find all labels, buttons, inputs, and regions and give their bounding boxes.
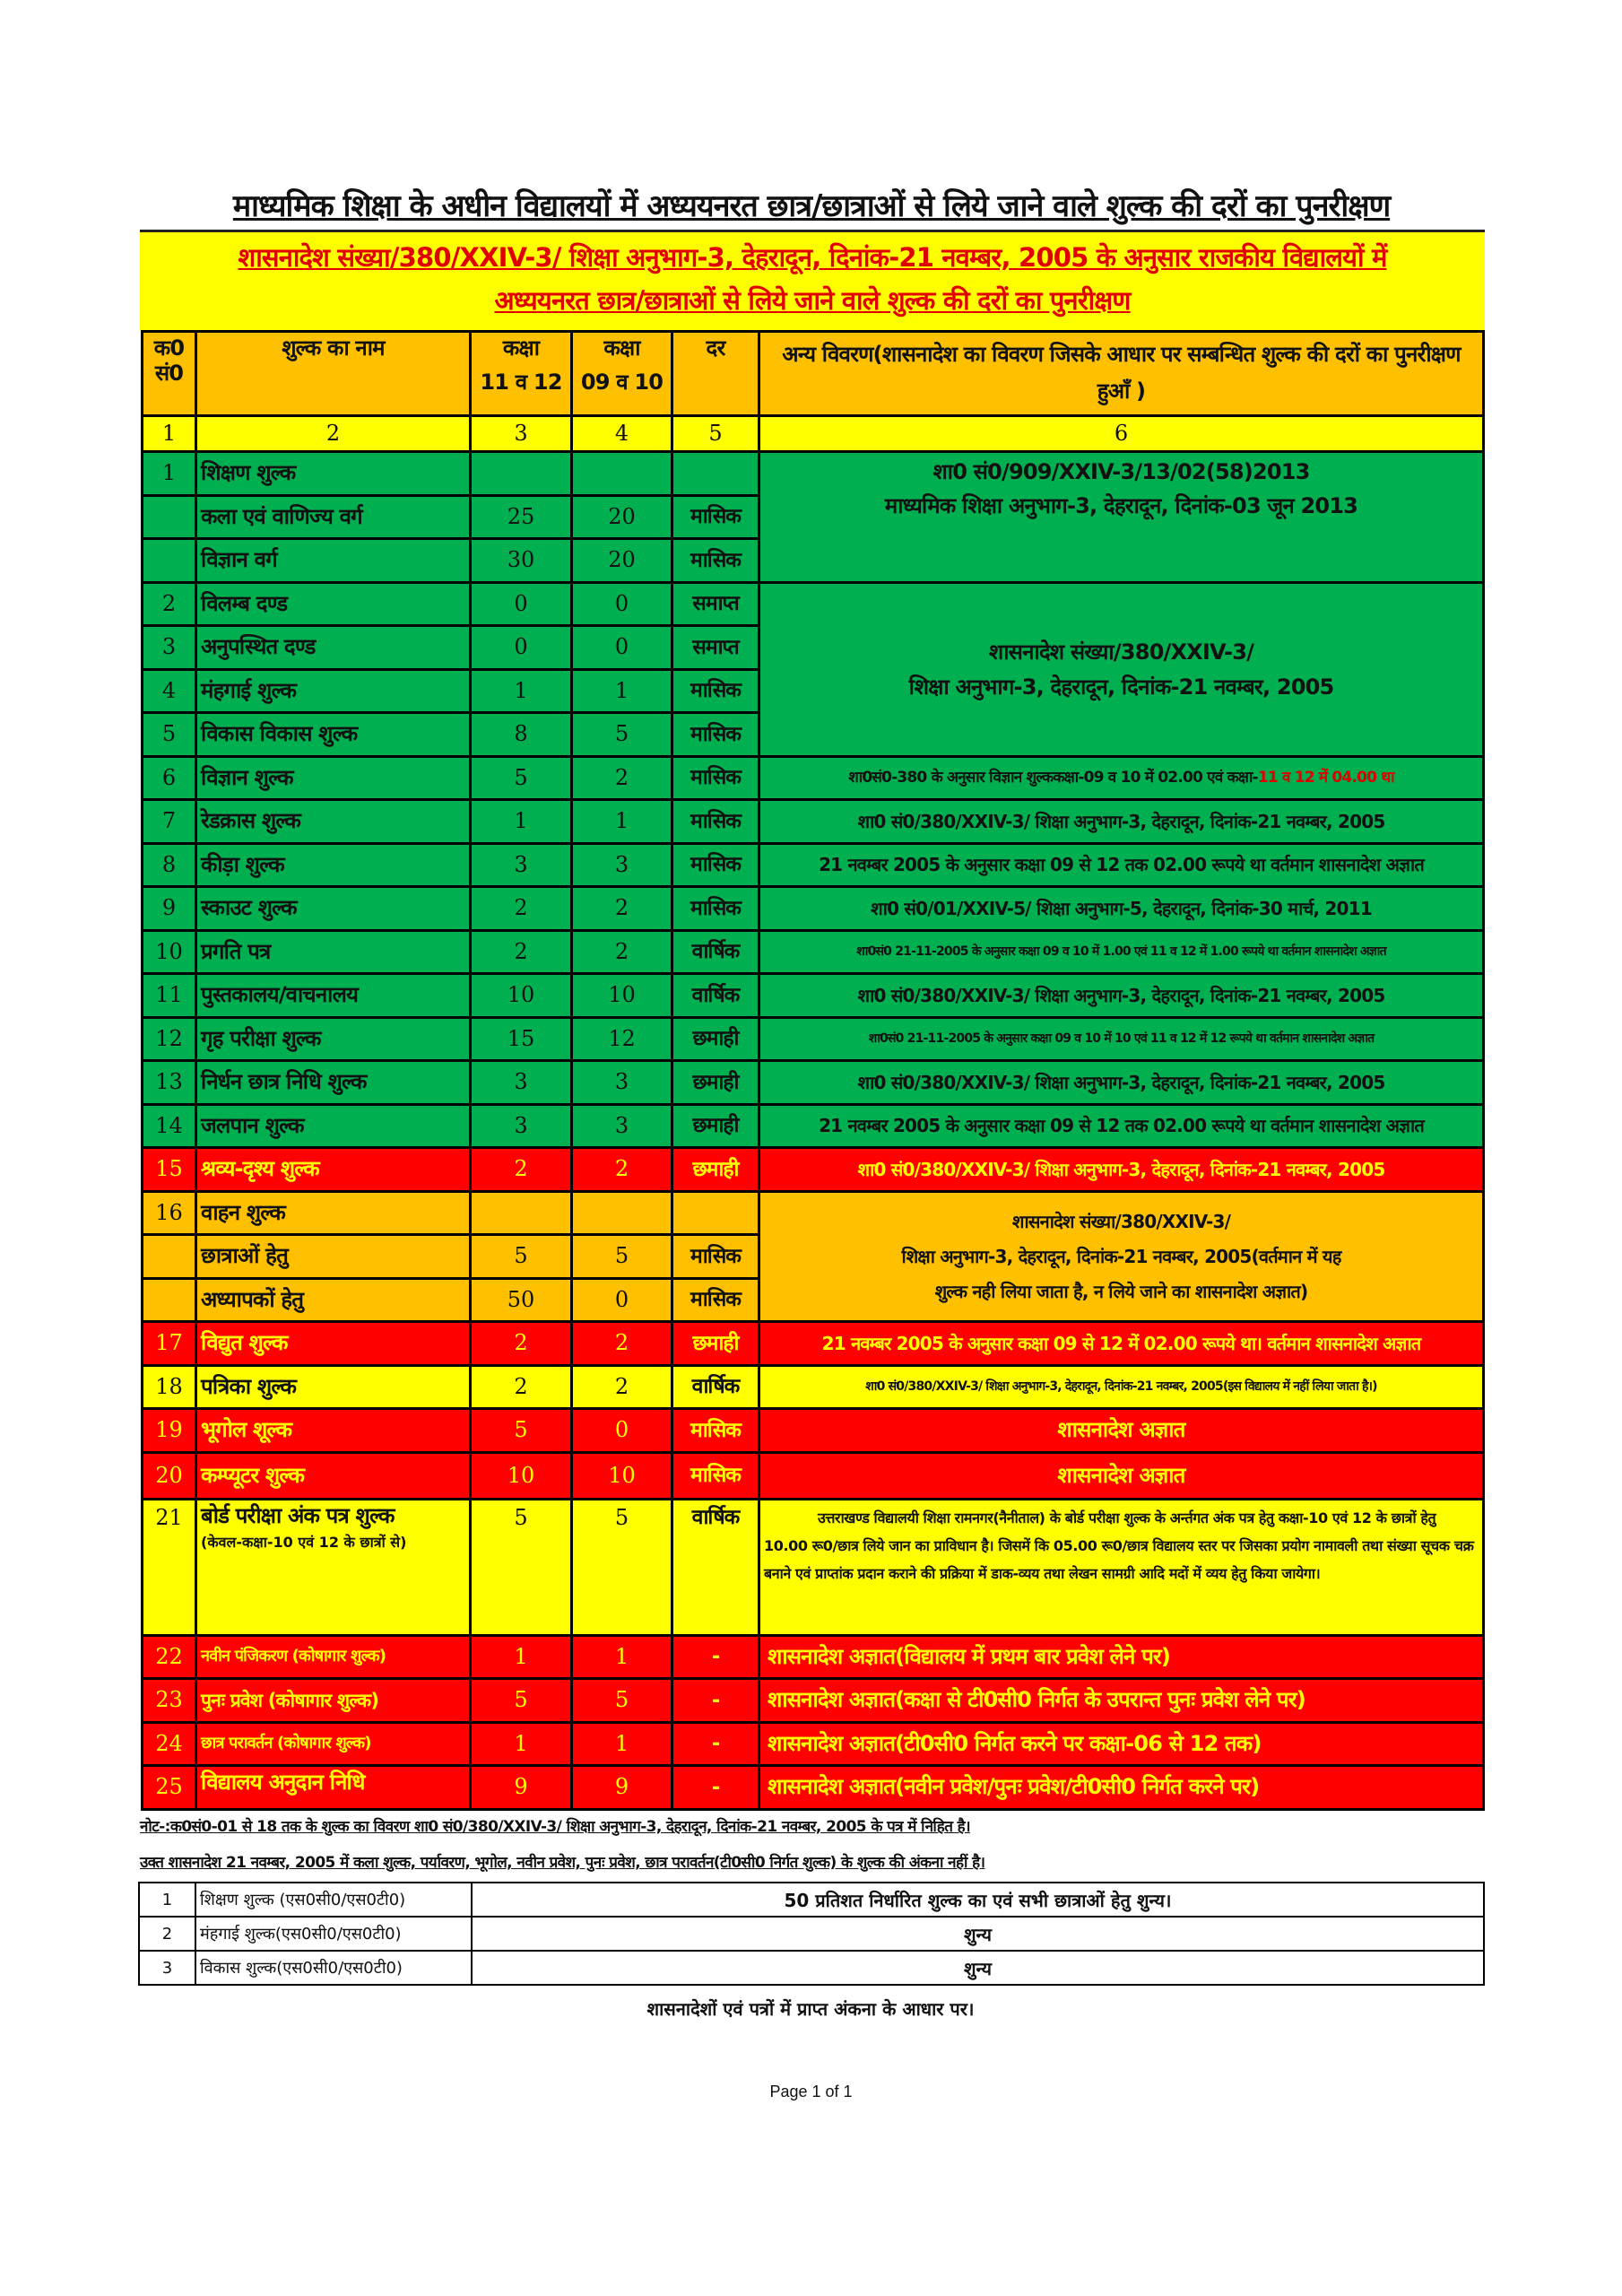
table-row xyxy=(143,583,1484,626)
fee-rate: समाप्त xyxy=(672,583,759,626)
fee-rate: मासिक xyxy=(672,1409,759,1453)
fee-class-09-10: 2 xyxy=(572,1148,672,1192)
fee-class-09-10 xyxy=(572,1192,672,1235)
col-index: 4 xyxy=(572,416,672,452)
row-sno: 1 xyxy=(143,452,196,496)
fee-class-11-12: 30 xyxy=(471,539,572,583)
fee-class-11-12: 3 xyxy=(471,1061,572,1105)
row-sno: 20 xyxy=(143,1453,196,1500)
table-row xyxy=(143,931,1484,974)
fee-class-09-10 xyxy=(572,452,672,496)
fee-name: विकास विकास शुल्क xyxy=(196,713,471,757)
fee-details: शासनादेश अज्ञात xyxy=(759,1409,1484,1453)
table-row xyxy=(143,844,1484,887)
header-rate: दर xyxy=(672,332,759,416)
row-sno: 5 xyxy=(143,713,196,757)
fee-details: शा0सं0-380 के अनुसार विज्ञान शुल्ककक्षा-09 व 10 में 02.00 एवं कक्षा-11 व 12 में 04.00 था xyxy=(759,757,1484,800)
fee-class-09-10: 2 xyxy=(572,1322,672,1366)
row-sno: 12 xyxy=(143,1018,196,1061)
exemption-name: विकास शुल्क(एस0सी0/एस0टी0) xyxy=(195,1951,472,1985)
fee-class-11-12: 5 xyxy=(471,1409,572,1453)
fee-class-11-12: 1 xyxy=(471,800,572,844)
fee-class-09-10: 2 xyxy=(572,887,672,931)
exemption-row xyxy=(139,1883,1484,1917)
fee-details: शासनादेश अज्ञात(कक्षा से टी0सी0 निर्गत के उपरान्त पुनः प्रवेश लेने पर) xyxy=(759,1679,1484,1723)
fee-name: अनुपस्थित दण्ड xyxy=(196,626,471,670)
exemption-value: शुन्य xyxy=(472,1917,1484,1951)
row-sno: 10 xyxy=(143,931,196,974)
header-name: शुल्क का नाम xyxy=(196,332,471,416)
table-row xyxy=(143,1409,1484,1453)
table-row xyxy=(143,1105,1484,1148)
table-row xyxy=(143,800,1484,844)
fee-name: पुनः प्रवेश (कोषागार शुल्क) xyxy=(196,1679,471,1723)
row-sno: 11 xyxy=(143,974,196,1018)
row-sno: 7 xyxy=(143,800,196,844)
fee-rate: मासिक xyxy=(672,713,759,757)
fee-details: शासनादेश अज्ञात(नवीन प्रवेश/पुनः प्रवेश/टी0सी0 निर्गत करने पर) xyxy=(759,1766,1484,1810)
fee-class-09-10: 0 xyxy=(572,1409,672,1453)
fee-name: भूगोल शूल्क xyxy=(196,1409,471,1453)
fee-class-11-12: 50 xyxy=(471,1279,572,1322)
table-row xyxy=(143,1500,1484,1636)
fee-name: विद्युत शुल्क xyxy=(196,1322,471,1366)
fee-class-09-10: 5 xyxy=(572,713,672,757)
fee-name: शिक्षण शुल्क xyxy=(196,452,471,496)
fee-details: शा0 सं0/380/XXIV-3/ शिक्षा अनुभाग-3, देहरादून, दिनांक-21 नवम्बर, 2005 xyxy=(759,1148,1484,1192)
fee-class-09-10: 1 xyxy=(572,670,672,713)
row-sno: 14 xyxy=(143,1105,196,1148)
fee-class-11-12: 1 xyxy=(471,1636,572,1679)
fee-class-11-12: 2 xyxy=(471,931,572,974)
fee-rate: छमाही xyxy=(672,1322,759,1366)
fee-class-11-12: 15 xyxy=(471,1018,572,1061)
table-row xyxy=(143,757,1484,800)
fee-name: कला एवं वाणिज्य वर्ग xyxy=(196,496,471,539)
fee-name: पत्रिका शुल्क xyxy=(196,1366,471,1409)
table-row xyxy=(143,887,1484,931)
fee-rate: मासिक xyxy=(672,1453,759,1500)
fee-name: स्काउट शुल्क xyxy=(196,887,471,931)
fee-class-11-12: 2 xyxy=(471,1322,572,1366)
fee-class-09-10: 2 xyxy=(572,757,672,800)
row-sno: 6 xyxy=(143,757,196,800)
fee-class-09-10: 5 xyxy=(572,1500,672,1636)
table-row xyxy=(143,1636,1484,1679)
note-line-2: उक्त शासनादेश 21 नवम्बर, 2005 में कला शुल्क, पर्यावरण, भूगोल, नवीन प्रवेश, पुनः प्रवेश, छात्र परावर्तन(टी0सी0 निर्गत शुल्क) के शुल्क की अंकना नहीं है। xyxy=(140,1854,985,1872)
fee-class-11-12: 5 xyxy=(471,1235,572,1279)
row-sno xyxy=(143,496,196,539)
header-sno: क0 सं0 xyxy=(143,332,196,416)
fee-name: कम्प्यूटर शुल्क xyxy=(196,1453,471,1500)
exemption-sno: 2 xyxy=(139,1917,195,1951)
fee-class-09-10: 20 xyxy=(572,496,672,539)
fee-class-09-10: 20 xyxy=(572,539,672,583)
table-row xyxy=(143,1766,1484,1810)
fee-name: बोर्ड परीक्षा अंक पत्र शुल्क (केवल-कक्षा-10 एवं 12 के छात्रों से) xyxy=(196,1500,471,1636)
fee-class-09-10: 3 xyxy=(572,1061,672,1105)
fee-name: मंहगाई शुल्क xyxy=(196,670,471,713)
subtitle-line-1: शासनादेश संख्या/380/XXIV-3/ शिक्षा अनुभाग-3, देहरादून, दिनांक-21 नवम्बर, 2005 के अनुसार राजकीय विद्यालयों में xyxy=(238,242,1387,273)
col-index: 6 xyxy=(759,416,1484,452)
table-row xyxy=(143,1148,1484,1192)
row-sno: 16 xyxy=(143,1192,196,1235)
subtitle-band xyxy=(140,232,1485,331)
fee-rate: मासिक xyxy=(672,757,759,800)
fee-class-11-12: 1 xyxy=(471,670,572,713)
row-sno xyxy=(143,1279,196,1322)
col-index: 5 xyxy=(672,416,759,452)
fee-details: शा0सं0 21-11-2005 के अनुसार कक्षा 09 व 10 में 1.00 एवं 11 व 12 में 1.00 रूपये था वर्तमान शासनादेश अज्ञात xyxy=(759,931,1484,974)
fee-details: शासनादेश अज्ञात(टी0सी0 निर्गत करने पर कक्षा-06 से 12 तक) xyxy=(759,1723,1484,1766)
page-number: Page 1 of 1 xyxy=(769,2083,853,2100)
col-index: 3 xyxy=(471,416,572,452)
table-row xyxy=(143,1366,1484,1409)
fee-class-11-12: 2 xyxy=(471,887,572,931)
fee-class-11-12: 2 xyxy=(471,1148,572,1192)
fee-rate: - xyxy=(672,1723,759,1766)
fee-details: शा0सं0 21-11-2005 के अनुसार कक्षा 09 व 10 में 10 एवं 11 व 12 में 12 रूपये था वर्तमान शासनादेश अज्ञात xyxy=(759,1018,1484,1061)
fee-class-11-12: 3 xyxy=(471,844,572,887)
exemption-value: 50 प्रतिशत निर्धारित शुल्क का एवं सभी छात्राओं हेतु शुन्य। xyxy=(472,1883,1484,1917)
table-row xyxy=(143,1322,1484,1366)
row-sno: 19 xyxy=(143,1409,196,1453)
fee-rate: छमाही xyxy=(672,1148,759,1192)
fee-rate: छमाही xyxy=(672,1061,759,1105)
exemption-sno: 1 xyxy=(139,1883,195,1917)
fee-class-09-10: 10 xyxy=(572,974,672,1018)
fee-class-09-10: 1 xyxy=(572,1636,672,1679)
fee-rate: समाप्त xyxy=(672,626,759,670)
header-class-09-10: कक्षा 09 व 10 xyxy=(572,332,672,416)
fee-name: कीड़ा शुल्क xyxy=(196,844,471,887)
fee-name: निर्धन छात्र निधि शुल्क xyxy=(196,1061,471,1105)
fee-name: अध्यापकों हेतु xyxy=(196,1279,471,1322)
table-row xyxy=(143,1679,1484,1723)
fee-rate: मासिक xyxy=(672,670,759,713)
fee-name: विद्यालय अनुदान निधि xyxy=(196,1766,471,1810)
fee-name: विज्ञान वर्ग xyxy=(196,539,471,583)
fee-class-11-12: 10 xyxy=(471,1453,572,1500)
fee-rate: वार्षिक xyxy=(672,1366,759,1409)
exemption-name: मंहगाई शुल्क(एस0सी0/एस0टी0) xyxy=(195,1917,472,1951)
fee-class-09-10: 0 xyxy=(572,626,672,670)
fee-details: शासनादेश संख्या/380/XXIV-3/ शिक्षा अनुभाग-3, देहरादून, दिनांक-21 नवम्बर, 2005(वर्तमान में यह शुल्क नही लिया जाता है, न लिये जाने का शासनादेश अज्ञात) xyxy=(759,1192,1484,1322)
fee-class-11-12: 0 xyxy=(471,626,572,670)
fee-class-11-12: 10 xyxy=(471,974,572,1018)
table-row xyxy=(143,1453,1484,1500)
fee-rate: - xyxy=(672,1636,759,1679)
table-row xyxy=(143,1192,1484,1235)
exemption-row xyxy=(139,1917,1484,1951)
fee-rate: छमाही xyxy=(672,1105,759,1148)
exemption-name: शिक्षण शुल्क (एस0सी0/एस0टी0) xyxy=(195,1883,472,1917)
fee-class-11-12: 8 xyxy=(471,713,572,757)
fee-details: 21 नवम्बर 2005 के अनुसार कक्षा 09 से 12 तक 02.00 रूपये था वर्तमान शासनादेश अज्ञात xyxy=(759,844,1484,887)
fee-name: गृह परीक्षा शुल्क xyxy=(196,1018,471,1061)
row-sno: 21 xyxy=(143,1500,196,1636)
fee-class-09-10: 3 xyxy=(572,844,672,887)
fee-details: शासनादेश अज्ञात(विद्यालय में प्रथम बार प्रवेश लेने पर) xyxy=(759,1636,1484,1679)
row-sno: 4 xyxy=(143,670,196,713)
row-sno: 24 xyxy=(143,1723,196,1766)
fee-rate: वार्षिक xyxy=(672,931,759,974)
table-row xyxy=(143,1061,1484,1105)
exemption-table xyxy=(138,1882,1485,1986)
fee-rate: मासिक xyxy=(672,887,759,931)
fee-details: शा0 सं0/380/XXIV-3/ शिक्षा अनुभाग-3, देहरादून, दिनांक-21 नवम्बर, 2005 xyxy=(759,800,1484,844)
row-sno xyxy=(143,1235,196,1279)
row-sno: 17 xyxy=(143,1322,196,1366)
note-line-1: नोट-:क0सं0-01 से 18 तक के शुल्क का विवरण शा0 सं0/380/XXIV-3/ शिक्षा अनुभाग-3, देहरादून, दिनांक-21 नवम्बर, 2005 के पत्र में निहित है। xyxy=(140,1818,970,1836)
fee-class-11-12 xyxy=(471,452,572,496)
fee-rate: छमाही xyxy=(672,1018,759,1061)
fee-class-09-10: 9 xyxy=(572,1766,672,1810)
row-sno: 9 xyxy=(143,887,196,931)
fee-class-11-12 xyxy=(471,1192,572,1235)
col-index: 1 xyxy=(143,416,196,452)
fee-name: नवीन पंजिकरण (कोषागार शुल्क) xyxy=(196,1636,471,1679)
fee-rate: - xyxy=(672,1679,759,1723)
fee-class-11-12: 5 xyxy=(471,757,572,800)
row-sno: 8 xyxy=(143,844,196,887)
exemption-value: शुन्य xyxy=(472,1951,1484,1985)
fee-name: छात्राओं हेतु xyxy=(196,1235,471,1279)
row-sno: 18 xyxy=(143,1366,196,1409)
fee-details: शा0 सं0/909/XXIV-3/13/02(58)2013 माध्यमिक शिक्षा अनुभाग-3, देहरादून, दिनांक-03 जून 2013 xyxy=(759,452,1484,583)
fee-details: शा0 सं0/380/XXIV-3/ शिक्षा अनुभाग-3, देहरादून, दिनांक-21 नवम्बर, 2005 xyxy=(759,974,1484,1018)
exemption-footer: शासनादेशों एवं पत्रों में प्राप्त अंकना के आधार पर। xyxy=(646,1998,975,2020)
fee-name: विज्ञान शुल्क xyxy=(196,757,471,800)
fee-name: वाहन शुल्क xyxy=(196,1192,471,1235)
fee-class-11-12: 2 xyxy=(471,1366,572,1409)
fee-class-11-12: 0 xyxy=(471,583,572,626)
page-title: माध्यमिक शिक्षा के अधीन विद्यालयों में अध्ययनरत छात्र/छात्राओं से लिये जाने वाले शुल्क की दरों का पुनरीक्षण xyxy=(232,188,1391,224)
fee-name: श्रव्य-दृश्य शुल्क xyxy=(196,1148,471,1192)
table-row xyxy=(143,974,1484,1018)
fee-name: रेडक्रास शुल्क xyxy=(196,800,471,844)
header-class-11-12: कक्षा 11 व 12 xyxy=(471,332,572,416)
exemption-row xyxy=(139,1951,1484,1985)
row-sno xyxy=(143,539,196,583)
fee-class-09-10: 2 xyxy=(572,1366,672,1409)
table-row xyxy=(143,452,1484,496)
table-header-row xyxy=(143,332,1484,416)
fee-class-11-12: 25 xyxy=(471,496,572,539)
fee-rate: वार्षिक xyxy=(672,1500,759,1636)
subtitle-line-2: अध्ययनरत छात्र/छात्राओं से लिये जाने वाले शुल्क की दरों का पुनरीक्षण xyxy=(494,285,1131,316)
fee-class-11-12: 5 xyxy=(471,1500,572,1636)
row-sno: 2 xyxy=(143,583,196,626)
col-index: 2 xyxy=(196,416,471,452)
fee-table xyxy=(141,330,1485,1811)
fee-class-09-10: 3 xyxy=(572,1105,672,1148)
row-sno: 22 xyxy=(143,1636,196,1679)
fee-rate: मासिक xyxy=(672,496,759,539)
fee-details: शा0 सं0/01/XXIV-5/ शिक्षा अनुभाग-5, देहरादून, दिनांक-30 मार्च, 2011 xyxy=(759,887,1484,931)
fee-name: पुस्तकालय/वाचनालय xyxy=(196,974,471,1018)
fee-rate: - xyxy=(672,1766,759,1810)
fee-rate: मासिक xyxy=(672,539,759,583)
exemption-sno: 3 xyxy=(139,1951,195,1985)
fee-class-09-10: 5 xyxy=(572,1235,672,1279)
fee-class-09-10: 12 xyxy=(572,1018,672,1061)
fee-details: शासनादेश अज्ञात xyxy=(759,1453,1484,1500)
fee-rate: मासिक xyxy=(672,844,759,887)
row-sno: 3 xyxy=(143,626,196,670)
row-sno: 23 xyxy=(143,1679,196,1723)
fee-class-11-12: 5 xyxy=(471,1679,572,1723)
fee-class-09-10: 0 xyxy=(572,583,672,626)
fee-class-09-10: 1 xyxy=(572,1723,672,1766)
fee-class-11-12: 1 xyxy=(471,1723,572,1766)
fee-details: शा0 सं0/380/XXIV-3/ शिक्षा अनुभाग-3, देहरादून, दिनांक-21 नवम्बर, 2005 xyxy=(759,1061,1484,1105)
fee-rate: वार्षिक xyxy=(672,974,759,1018)
column-index-row xyxy=(143,416,1484,452)
header-details: अन्य विवरण(शासनादेश का विवरण जिसके आधार पर सम्बन्धित शुल्क की दरों का पुनरीक्षण हुआँ ) xyxy=(759,332,1484,416)
fee-rate: मासिक xyxy=(672,800,759,844)
fee-details: उत्तराखण्ड विद्यालयी शिक्षा रामनगर(नैनीताल) के बोर्ड परीक्षा शुल्क के अर्न्तगत अंक पत्र हेतु कक्षा-10 एवं 12 के छात्रों हेतु 10.00 रू0/छात्र लिये जान का प्राविधान है। जिसमें कि 05.00 रू0/छात्र विद्यालय स्तर पर जिसका प्रयोग नामावली तथा संख्या सूचक चक्र बनाने एवं प्राप्तांक प्रदान कराने की प्रक्रिया में डाक-व्यय तथा लेखन सामग्री आदि मदों में व्यय हेतु किया जायेगा। xyxy=(759,1500,1484,1636)
fee-name: छात्र परावर्तन (कोषागार शुल्क) xyxy=(196,1723,471,1766)
fee-class-09-10: 10 xyxy=(572,1453,672,1500)
fee-class-09-10: 0 xyxy=(572,1279,672,1322)
fee-rate: मासिक xyxy=(672,1235,759,1279)
fee-name: प्रगति पत्र xyxy=(196,931,471,974)
fee-details: शा0 सं0/380/XXIV-3/ शिक्षा अनुभाग-3, देहरादून, दिनांक-21 नवम्बर, 2005(इस विद्यालय में नहीं लिया जाता है।) xyxy=(759,1366,1484,1409)
fee-name: जलपान शुल्क xyxy=(196,1105,471,1148)
row-sno: 25 xyxy=(143,1766,196,1810)
fee-rate xyxy=(672,1192,759,1235)
row-sno: 13 xyxy=(143,1061,196,1105)
fee-rate xyxy=(672,452,759,496)
fee-class-09-10: 1 xyxy=(572,800,672,844)
fee-rate: मासिक xyxy=(672,1279,759,1322)
fee-class-11-12: 3 xyxy=(471,1105,572,1148)
fee-details: 21 नवम्बर 2005 के अनुसार कक्षा 09 से 12 में 02.00 रूपये था। वर्तमान शासनादेश अज्ञात xyxy=(759,1322,1484,1366)
fee-class-11-12: 9 xyxy=(471,1766,572,1810)
fee-class-09-10: 5 xyxy=(572,1679,672,1723)
fee-details: शासनादेश संख्या/380/XXIV-3/ शिक्षा अनुभाग-3, देहरादून, दिनांक-21 नवम्बर, 2005 xyxy=(759,583,1484,757)
row-sno: 15 xyxy=(143,1148,196,1192)
table-row xyxy=(143,1723,1484,1766)
table-row xyxy=(143,1018,1484,1061)
fee-class-09-10: 2 xyxy=(572,931,672,974)
fee-details: 21 नवम्बर 2005 के अनुसार कक्षा 09 से 12 तक 02.00 रूपये था वर्तमान शासनादेश अज्ञात xyxy=(759,1105,1484,1148)
fee-name: विलम्ब दण्ड xyxy=(196,583,471,626)
